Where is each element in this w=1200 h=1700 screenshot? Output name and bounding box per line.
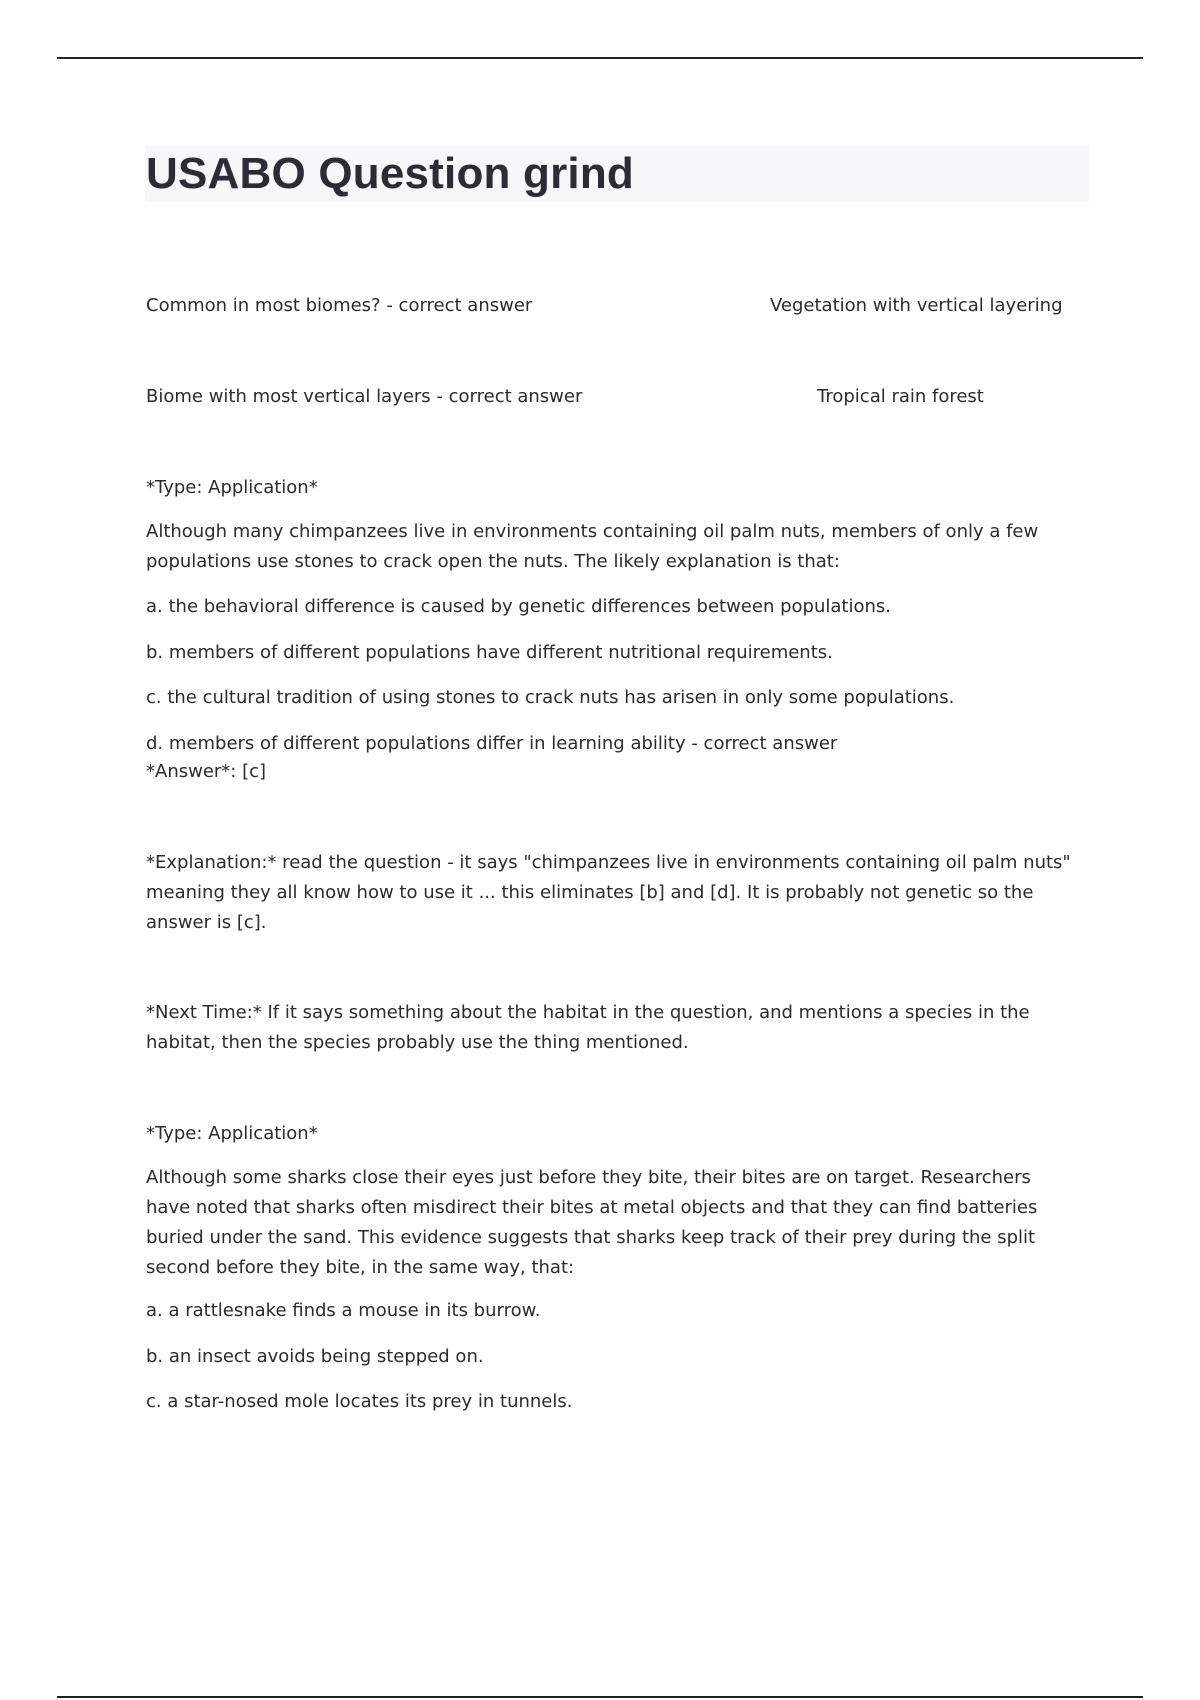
q1-type: *Type: Application* (146, 477, 318, 498)
card-1-term: Common in most biomes? - correct answer (146, 295, 533, 316)
q2-type: *Type: Application* (146, 1123, 318, 1144)
card-2-term: Biome with most vertical layers - correct answer (146, 386, 583, 407)
q2-option-a: a. a rattlesnake finds a mouse in its burrow. (146, 1300, 541, 1321)
bottom-rule (57, 1696, 1143, 1698)
q2-stem: Although some sharks close their eyes just before they bite, their bites are on target. Researchers have noted that sharks often misdirect their bites at metal objects and that they can find batteries buried under the sand. This evidence suggests that sharks keep track of their prey during the split second before they bite, in the same way, that: (146, 1167, 1038, 1278)
card-1-definition: Vegetation with vertical layering (770, 295, 1063, 316)
q2-option-c: c. a star-nosed mole locates its prey in tunnels. (146, 1391, 573, 1412)
q1-answer: *Answer*: [c] (146, 761, 267, 782)
document-title: USABO Question grind (146, 149, 634, 198)
q1-option-d: d. members of different populations differ in learning ability - correct answer (146, 733, 838, 754)
q1-option-a: a. the behavioral difference is caused by genetic differences between populations. (146, 596, 891, 617)
q1-stem: Although many chimpanzees live in environments containing oil palm nuts, members of only a few populations use stones to crack open the nuts. The likely explanation is that: (146, 521, 1039, 572)
card-2-definition: Tropical rain forest (817, 386, 984, 407)
q1-option-b: b. members of different populations have different nutritional requirements. (146, 642, 833, 663)
q1-explanation: *Explanation:* read the question - it says "chimpanzees live in environments containing oil palm nuts" meaning they all know how to use it ... this eliminates [b] and [d]. It is probably not genetic so the answer is [c]. (146, 852, 1071, 933)
top-rule (57, 57, 1143, 59)
q1-option-c: c. the cultural tradition of using stones to crack nuts has arisen in only some populations. (146, 687, 955, 708)
q1-next-time: *Next Time:* If it says something about the habitat in the question, and mentions a species in the habitat, then the species probably use the thing mentioned. (146, 1002, 1030, 1053)
q2-option-b: b. an insect avoids being stepped on. (146, 1346, 484, 1367)
